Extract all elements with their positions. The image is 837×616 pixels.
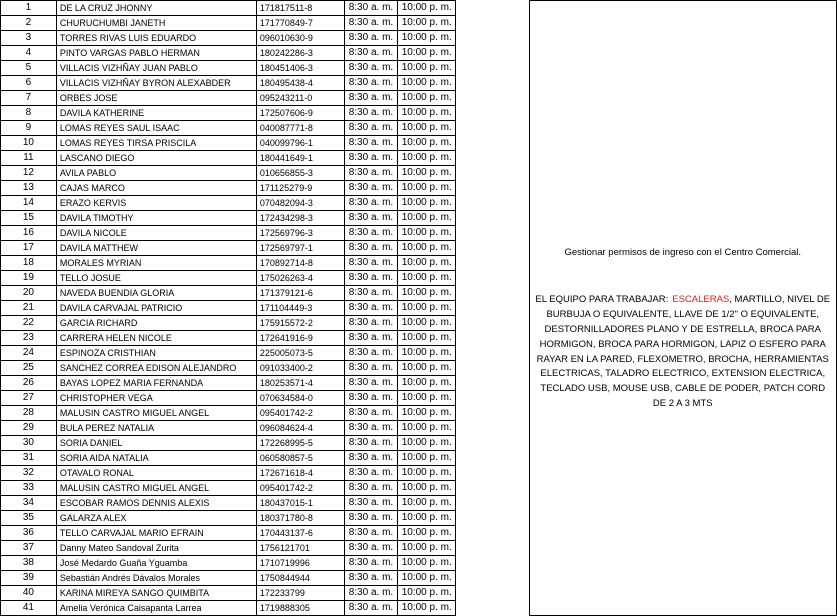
end-time[interactable]: 10:00 p. m. <box>397 391 455 406</box>
empty-cell <box>455 211 529 226</box>
person-name[interactable]: CARRERA HELEN NICOLE <box>56 331 256 346</box>
row-number[interactable]: 18 <box>1 256 57 271</box>
start-time[interactable]: 8:30 a. m. <box>344 466 397 481</box>
person-name[interactable]: Sebastián Andrés Dávalos Morales <box>56 571 256 586</box>
empty-cell <box>455 556 529 571</box>
id-number[interactable]: 1710719996 <box>256 556 344 571</box>
start-time[interactable]: 8:30 a. m. <box>344 526 397 541</box>
id-number[interactable]: 180495438-4 <box>256 76 344 91</box>
start-time[interactable]: 8:30 a. m. <box>344 31 397 46</box>
id-number[interactable]: 172569797-1 <box>256 241 344 256</box>
person-name[interactable]: DAVILA KATHERINE <box>56 106 256 121</box>
person-name[interactable]: KARINA MIREYA SANGO QUIMBITA <box>56 586 256 601</box>
person-name[interactable]: CHRISTOPHER VEGA <box>56 391 256 406</box>
empty-cell <box>455 151 529 166</box>
start-time[interactable]: 8:30 a. m. <box>344 301 397 316</box>
notes-cell <box>529 1 836 616</box>
start-time[interactable]: 8:30 a. m. <box>344 331 397 346</box>
start-time[interactable]: 8:30 a. m. <box>344 196 397 211</box>
row-number[interactable]: 14 <box>1 196 57 211</box>
row-number[interactable]: 19 <box>1 271 57 286</box>
start-time[interactable]: 8:30 a. m. <box>344 241 397 256</box>
end-time[interactable]: 10:00 p. m. <box>397 466 455 481</box>
row-number[interactable]: 22 <box>1 316 57 331</box>
id-number[interactable]: 180253571-4 <box>256 376 344 391</box>
empty-cell <box>455 391 529 406</box>
end-time[interactable]: 10:00 p. m. <box>397 421 455 436</box>
id-number[interactable]: 040099796-1 <box>256 136 344 151</box>
start-time[interactable]: 8:30 a. m. <box>344 76 397 91</box>
id-number[interactable]: 180451406-3 <box>256 61 344 76</box>
empty-cell <box>455 541 529 556</box>
start-time[interactable]: 8:30 a. m. <box>344 376 397 391</box>
empty-cell <box>455 16 529 31</box>
start-time[interactable]: 8:30 a. m. <box>344 406 397 421</box>
row-number[interactable]: 28 <box>1 406 57 421</box>
row-number[interactable]: 27 <box>1 391 57 406</box>
end-time[interactable]: 10:00 p. m. <box>397 151 455 166</box>
id-number[interactable]: 096084624-4 <box>256 421 344 436</box>
id-number[interactable]: 171817511-8 <box>256 1 344 16</box>
empty-cell <box>455 526 529 541</box>
empty-cell <box>455 196 529 211</box>
row-number[interactable]: 4 <box>1 46 57 61</box>
empty-cell <box>455 91 529 106</box>
end-time[interactable]: 10:00 p. m. <box>397 31 455 46</box>
id-number[interactable]: 095401742-2 <box>256 481 344 496</box>
empty-cell <box>455 346 529 361</box>
equipment-rest: , MARTILLO, NIVEL DE BURBUJA O EQUIVALENTE, LLAVE DE 1/2" O EQUIVALENTE, DESTORNILLADORES PLANO Y DE ESTRELLA, BROCA PARA HORMIGON, BROCA PARA HORMIGON, LAPIZ O ESFERO PARA RAYAR EN LA PARED, FLEXOMETRO, BROCHA, HERRAMIENTAS ELECTRICAS, TALADRO ELECTRICO, EXTENSION ELECTRICA, TECLADO USB, MOUSE USB, CABLE DE PODER, PATCH CORD DE 2 A 3 MTS <box>536 293 831 410</box>
empty-cell <box>455 181 529 196</box>
person-name[interactable]: DAVILA CARVAJAL PATRICIO <box>56 301 256 316</box>
start-time[interactable]: 8:30 a. m. <box>344 586 397 601</box>
end-time[interactable]: 10:00 p. m. <box>397 586 455 601</box>
start-time[interactable]: 8:30 a. m. <box>344 496 397 511</box>
end-time[interactable]: 10:00 p. m. <box>397 271 455 286</box>
person-name[interactable]: LASCANO DIEGO <box>56 151 256 166</box>
empty-cell <box>455 121 529 136</box>
start-time[interactable]: 8:30 a. m. <box>344 61 397 76</box>
id-number[interactable]: 091033400-2 <box>256 361 344 376</box>
person-name[interactable]: SORIA AIDA NATALIA <box>56 451 256 466</box>
row-number[interactable]: 29 <box>1 421 57 436</box>
row-number[interactable]: 23 <box>1 331 57 346</box>
row-number[interactable]: 17 <box>1 241 57 256</box>
end-time[interactable]: 10:00 p. m. <box>397 91 455 106</box>
id-number[interactable]: 040087771-8 <box>256 121 344 136</box>
person-name[interactable]: TELLO JOSUE <box>56 271 256 286</box>
row-number[interactable]: 12 <box>1 166 57 181</box>
row-number[interactable]: 34 <box>1 496 57 511</box>
end-time[interactable]: 10:00 p. m. <box>397 376 455 391</box>
row-number[interactable]: 6 <box>1 76 57 91</box>
row-number[interactable]: 1 <box>1 1 57 16</box>
start-time[interactable]: 8:30 a. m. <box>344 211 397 226</box>
start-time[interactable]: 8:30 a. m. <box>344 451 397 466</box>
start-time[interactable]: 8:30 a. m. <box>344 166 397 181</box>
end-time[interactable]: 10:00 p. m. <box>397 361 455 376</box>
row-number[interactable]: 32 <box>1 466 57 481</box>
row-number[interactable]: 38 <box>1 556 57 571</box>
end-time[interactable]: 10:00 p. m. <box>397 211 455 226</box>
start-time[interactable]: 8:30 a. m. <box>344 286 397 301</box>
row-number[interactable]: 39 <box>1 571 57 586</box>
person-name[interactable]: VILLACIS VIZHÑAY JUAN PABLO <box>56 61 256 76</box>
row-number[interactable]: 8 <box>1 106 57 121</box>
start-time[interactable]: 8:30 a. m. <box>344 91 397 106</box>
id-number[interactable]: 171125279-9 <box>256 181 344 196</box>
person-name[interactable]: PINTO VARGAS PABLO HERMAN <box>56 46 256 61</box>
empty-cell <box>455 241 529 256</box>
start-time[interactable]: 8:30 a. m. <box>344 181 397 196</box>
row-number[interactable]: 35 <box>1 511 57 526</box>
row-number[interactable]: 2 <box>1 16 57 31</box>
row-number[interactable]: 13 <box>1 181 57 196</box>
id-number[interactable]: 172507606-9 <box>256 106 344 121</box>
end-time[interactable]: 10:00 p. m. <box>397 256 455 271</box>
row-number[interactable]: 9 <box>1 121 57 136</box>
end-time[interactable]: 10:00 p. m. <box>397 76 455 91</box>
end-time[interactable]: 10:00 p. m. <box>397 571 455 586</box>
start-time[interactable]: 8:30 a. m. <box>344 481 397 496</box>
id-number[interactable]: 096010630-9 <box>256 31 344 46</box>
row-number[interactable]: 15 <box>1 211 57 226</box>
end-time[interactable]: 10:00 p. m. <box>397 436 455 451</box>
id-number[interactable]: 171770849-7 <box>256 16 344 31</box>
start-time[interactable]: 8:30 a. m. <box>344 121 397 136</box>
empty-cell <box>455 61 529 76</box>
person-name[interactable]: DAVILA NICOLE <box>56 226 256 241</box>
id-number[interactable]: 171104449-3 <box>256 301 344 316</box>
end-time[interactable]: 10:00 p. m. <box>397 496 455 511</box>
start-time[interactable]: 8:30 a. m. <box>344 106 397 121</box>
start-time[interactable]: 8:30 a. m. <box>344 541 397 556</box>
end-time[interactable]: 10:00 p. m. <box>397 481 455 496</box>
end-time[interactable]: 10:00 p. m. <box>397 526 455 541</box>
id-number[interactable]: 170443137-6 <box>256 526 344 541</box>
id-number[interactable]: 180437015-1 <box>256 496 344 511</box>
end-time[interactable]: 10:00 p. m. <box>397 316 455 331</box>
person-name[interactable]: DAVILA TIMOTHY <box>56 211 256 226</box>
person-name[interactable]: MALUSIN CASTRO MIGUEL ANGEL <box>56 406 256 421</box>
person-name[interactable]: NAVEDA BUENDIA GLORIA <box>56 286 256 301</box>
row-number[interactable]: 26 <box>1 376 57 391</box>
person-name[interactable]: BULA PEREZ NATALIA <box>56 421 256 436</box>
start-time[interactable]: 8:30 a. m. <box>344 151 397 166</box>
empty-cell <box>455 511 529 526</box>
end-time[interactable]: 10:00 p. m. <box>397 61 455 76</box>
start-time[interactable]: 8:30 a. m. <box>344 46 397 61</box>
person-name[interactable]: GALARZA ALEX <box>56 511 256 526</box>
end-time[interactable]: 10:00 p. m. <box>397 601 455 616</box>
start-time[interactable]: 8:30 a. m. <box>344 1 397 16</box>
empty-cell <box>455 376 529 391</box>
empty-cell <box>455 481 529 496</box>
row-number[interactable]: 21 <box>1 301 57 316</box>
id-number[interactable]: 095401742-2 <box>256 406 344 421</box>
person-name[interactable]: BAYAS LOPEZ MARIA FERNANDA <box>56 376 256 391</box>
start-time[interactable]: 8:30 a. m. <box>344 16 397 31</box>
equipment-intro: EL EQUIPO PARA TRABAJAR: <box>535 293 669 305</box>
start-time[interactable]: 8:30 a. m. <box>344 346 397 361</box>
person-name[interactable]: TORRES RIVAS LUIS EDUARDO <box>56 31 256 46</box>
row-number[interactable]: 41 <box>1 601 57 616</box>
empty-cell <box>455 571 529 586</box>
row-number[interactable]: 3 <box>1 31 57 46</box>
row-number[interactable]: 24 <box>1 346 57 361</box>
start-time[interactable]: 8:30 a. m. <box>344 601 397 616</box>
end-time[interactable]: 10:00 p. m. <box>397 16 455 31</box>
id-number[interactable]: 070482094-3 <box>256 196 344 211</box>
end-time[interactable]: 10:00 p. m. <box>397 226 455 241</box>
empty-cell <box>455 166 529 181</box>
person-name[interactable]: LOMAS REYES TIRSA PRISCILA <box>56 136 256 151</box>
end-time[interactable]: 10:00 p. m. <box>397 346 455 361</box>
end-time[interactable]: 10:00 p. m. <box>397 451 455 466</box>
row-number[interactable]: 37 <box>1 541 57 556</box>
row-number[interactable]: 33 <box>1 481 57 496</box>
row-number[interactable]: 25 <box>1 361 57 376</box>
start-time[interactable]: 8:30 a. m. <box>344 136 397 151</box>
start-time[interactable]: 8:30 a. m. <box>344 391 397 406</box>
empty-cell <box>455 271 529 286</box>
id-number[interactable]: 172641916-9 <box>256 331 344 346</box>
end-time[interactable]: 10:00 p. m. <box>397 511 455 526</box>
person-name[interactable]: ESCOBAR RAMOS DENNIS ALEXIS <box>56 496 256 511</box>
permits-note: Gestionar permisos de ingreso con el Centro Comercial. <box>564 247 802 258</box>
empty-cell <box>455 331 529 346</box>
empty-cell <box>455 496 529 511</box>
equipment-highlight: ESCALERAS <box>672 293 730 305</box>
start-time[interactable]: 8:30 a. m. <box>344 571 397 586</box>
id-number[interactable]: 1750844944 <box>256 571 344 586</box>
end-time[interactable]: 10:00 p. m. <box>397 286 455 301</box>
row-number[interactable]: 31 <box>1 451 57 466</box>
person-name[interactable]: MALUSIN CASTRO MIGUEL ANGEL <box>56 481 256 496</box>
person-name[interactable]: CHURUCHUMBI JANETH <box>56 16 256 31</box>
empty-cell <box>455 361 529 376</box>
end-time[interactable]: 10:00 p. m. <box>397 541 455 556</box>
person-name[interactable]: ERAZO KERVIS <box>56 196 256 211</box>
empty-cell <box>455 451 529 466</box>
end-time[interactable]: 10:00 p. m. <box>397 196 455 211</box>
id-number[interactable]: 1719888305 <box>256 601 344 616</box>
person-name[interactable]: DAVILA MATTHEW <box>56 241 256 256</box>
id-number[interactable]: 070634584-0 <box>256 391 344 406</box>
person-name[interactable]: SORIA DANIEL <box>56 436 256 451</box>
person-name[interactable]: CAJAS MARCO <box>56 181 256 196</box>
person-name[interactable]: DE LA CRUZ JHONNY <box>56 1 256 16</box>
id-number[interactable]: 095243211-0 <box>256 91 344 106</box>
row-number[interactable]: 5 <box>1 61 57 76</box>
person-name[interactable]: SANCHEZ CORREA EDISON ALEJANDRO <box>56 361 256 376</box>
empty-cell <box>455 46 529 61</box>
person-name[interactable]: LOMAS REYES SAUL ISAAC <box>56 121 256 136</box>
row-number[interactable]: 11 <box>1 151 57 166</box>
equipment-note <box>534 293 832 412</box>
start-time[interactable]: 8:30 a. m. <box>344 511 397 526</box>
empty-cell <box>455 601 529 616</box>
start-time[interactable]: 8:30 a. m. <box>344 316 397 331</box>
id-number[interactable]: 180242286-3 <box>256 46 344 61</box>
row-number[interactable]: 36 <box>1 526 57 541</box>
end-time[interactable]: 10:00 p. m. <box>397 106 455 121</box>
empty-cell <box>455 106 529 121</box>
empty-cell <box>455 316 529 331</box>
id-number[interactable]: 172268995-5 <box>256 436 344 451</box>
start-time[interactable]: 8:30 a. m. <box>344 271 397 286</box>
end-time[interactable]: 10:00 p. m. <box>397 301 455 316</box>
id-number[interactable]: 172569796-3 <box>256 226 344 241</box>
id-number[interactable]: 180371780-8 <box>256 511 344 526</box>
id-number[interactable]: 175915572-2 <box>256 316 344 331</box>
row-number[interactable]: 7 <box>1 91 57 106</box>
start-time[interactable]: 8:30 a. m. <box>344 361 397 376</box>
id-number[interactable]: 180441649-1 <box>256 151 344 166</box>
person-name[interactable]: Amelia Verónica Caisapanta Larrea <box>56 601 256 616</box>
person-name[interactable]: AVILA PABLO <box>56 166 256 181</box>
id-number[interactable]: 172671618-4 <box>256 466 344 481</box>
id-number[interactable]: 175026263-4 <box>256 271 344 286</box>
start-time[interactable]: 8:30 a. m. <box>344 226 397 241</box>
row-number[interactable]: 20 <box>1 286 57 301</box>
end-time[interactable]: 10:00 p. m. <box>397 241 455 256</box>
start-time[interactable]: 8:30 a. m. <box>344 421 397 436</box>
id-number[interactable]: 010656855-3 <box>256 166 344 181</box>
empty-cell <box>455 31 529 46</box>
empty-cell <box>455 301 529 316</box>
end-time[interactable]: 10:00 p. m. <box>397 1 455 16</box>
empty-cell <box>455 421 529 436</box>
id-number[interactable]: 172233799 <box>256 586 344 601</box>
row-number[interactable]: 40 <box>1 586 57 601</box>
end-time[interactable]: 10:00 p. m. <box>397 46 455 61</box>
id-number[interactable]: 225005073-5 <box>256 346 344 361</box>
id-number[interactable]: 172434298-3 <box>256 211 344 226</box>
person-name[interactable]: ORBES JOSE <box>56 91 256 106</box>
empty-cell <box>455 256 529 271</box>
end-time[interactable]: 10:00 p. m. <box>397 136 455 151</box>
empty-cell <box>455 436 529 451</box>
id-number[interactable]: 1756121701 <box>256 541 344 556</box>
table-row <box>1 1 837 16</box>
person-name[interactable]: José Medardo Guaña Yguamba <box>56 556 256 571</box>
end-time[interactable]: 10:00 p. m. <box>397 166 455 181</box>
empty-cell <box>455 226 529 241</box>
person-name[interactable]: GARCIA RICHARD <box>56 316 256 331</box>
row-number[interactable]: 16 <box>1 226 57 241</box>
start-time[interactable]: 8:30 a. m. <box>344 556 397 571</box>
person-name[interactable]: Danny Mateo Sandoval Zurita <box>56 541 256 556</box>
empty-cell <box>455 286 529 301</box>
row-number[interactable]: 30 <box>1 436 57 451</box>
person-name[interactable]: OTAVALO RONAL <box>56 466 256 481</box>
person-name[interactable]: ESPINOZA CRISTHIAN <box>56 346 256 361</box>
end-time[interactable]: 10:00 p. m. <box>397 331 455 346</box>
person-name[interactable]: VILLACIS VIZHÑAY BYRON ALEXABDER <box>56 76 256 91</box>
empty-cell <box>455 136 529 151</box>
id-number[interactable]: 171379121-6 <box>256 286 344 301</box>
person-name[interactable]: MORALES MYRIAN <box>56 256 256 271</box>
end-time[interactable]: 10:00 p. m. <box>397 121 455 136</box>
id-number[interactable]: 060580857-5 <box>256 451 344 466</box>
empty-cell <box>455 406 529 421</box>
row-number[interactable]: 10 <box>1 136 57 151</box>
empty-cell <box>455 1 529 16</box>
end-time[interactable]: 10:00 p. m. <box>397 556 455 571</box>
end-time[interactable]: 10:00 p. m. <box>397 406 455 421</box>
person-name[interactable]: TELLO CARVAJAL MARIO EFRAIN <box>56 526 256 541</box>
empty-cell <box>455 76 529 91</box>
end-time[interactable]: 10:00 p. m. <box>397 181 455 196</box>
empty-cell <box>455 466 529 481</box>
start-time[interactable]: 8:30 a. m. <box>344 256 397 271</box>
start-time[interactable]: 8:30 a. m. <box>344 436 397 451</box>
empty-cell <box>455 586 529 601</box>
id-number[interactable]: 170892714-8 <box>256 256 344 271</box>
